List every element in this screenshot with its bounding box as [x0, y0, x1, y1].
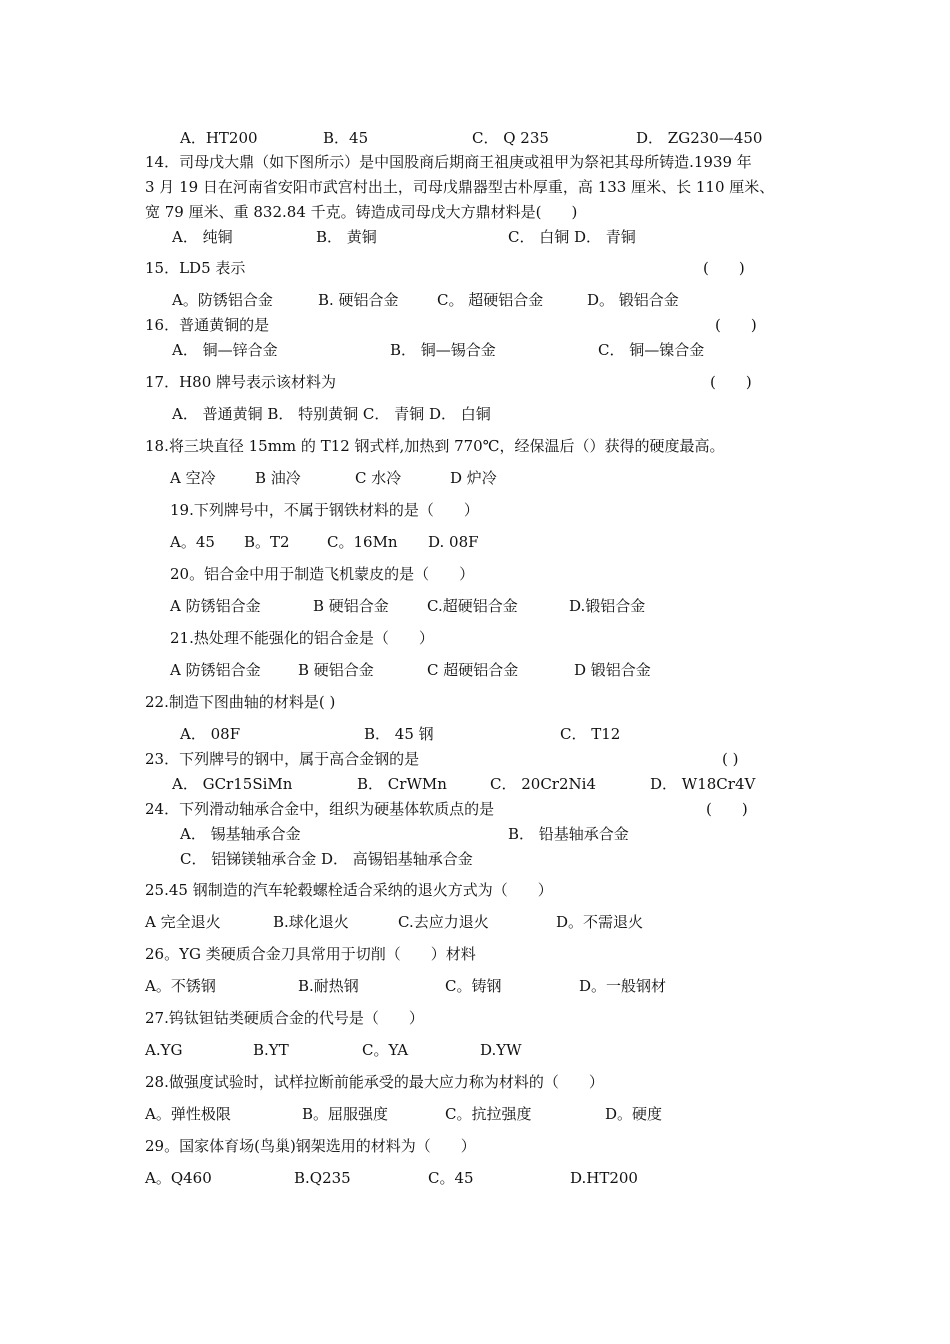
option: C． 20Cr2Ni4 [490, 775, 596, 793]
option: D． ZG230—450 [636, 129, 763, 147]
option: C． 铜—镍合金 [598, 341, 705, 359]
option: B.Q235 [294, 1169, 351, 1187]
option: A.YG [145, 1041, 183, 1059]
option: A。45 [170, 533, 215, 551]
option: D． W18Cr4V [650, 775, 756, 793]
option: A 防锈铝合金 [170, 597, 261, 615]
q16-answer-paren: ( ) [715, 316, 757, 334]
option: D。硬度 [605, 1105, 663, 1123]
option: A． 纯铜 [172, 228, 233, 246]
option: A． 锡基轴承合金 [180, 825, 301, 843]
q17-text: 17．H80 牌号表示该材料为 [145, 373, 337, 391]
option: B 硬铝合金 [313, 597, 389, 615]
option: C。铸钢 [445, 977, 502, 995]
q15-answer-paren: ( ) [703, 259, 745, 277]
option: A 防锈铝合金 [170, 661, 261, 679]
option: B． CrWMn [357, 775, 447, 793]
option: B． 铅基轴承合金 [508, 825, 629, 843]
option: C 水冷 [355, 469, 402, 487]
option: C.超硬铝合金 [427, 597, 518, 615]
option: B 油冷 [255, 469, 301, 487]
option: B． 45 钢 [364, 725, 434, 743]
option: B． 黄铜 [316, 228, 377, 246]
q14-line-2: 3 月 19 日在河南省安阳市武宫村出土，司母戊鼎器型古朴厚重，高 133 厘米、长 110 厘米、 [145, 178, 775, 196]
option: C． 白铜 D． 青铜 [508, 228, 636, 246]
option: A． 08F [180, 725, 241, 743]
q24-text: 24．下列滑动轴承合金中，组织为硬基体软质点的是 [145, 800, 495, 818]
option: C 超硬铝合金 [427, 661, 519, 679]
q17-options: A． 普通黄铜 B． 特别黄铜 C． 青铜 D． 白铜 [172, 405, 491, 423]
option: D.YW [480, 1041, 522, 1059]
option: A。弹性极限 [145, 1105, 231, 1123]
q21-text: 21.热处理不能强化的铝合金是（ ） [170, 629, 434, 647]
option: D。不需退火 [556, 913, 644, 931]
q20-text: 20。铝合金中用于制造飞机蒙皮的是（ ） [170, 565, 475, 583]
option: B. 硬铝合金 [318, 291, 399, 309]
option: B 硬铝合金 [298, 661, 374, 679]
option: C.去应力退火 [398, 913, 489, 931]
option: A。防锈铝合金 [172, 291, 273, 309]
q28-text: 28.做强度试验时，试样拉断前能承受的最大应力称为材料的（ ） [145, 1073, 604, 1091]
q22-text: 22.制造下图曲轴的材料是( ) [145, 693, 336, 711]
q18-text: 18.将三块直径 15mm 的 T12 钢式样,加热到 770℃，经保温后（）获得的硬度最高。 [145, 437, 725, 455]
option: A． GCr15SiMn [172, 775, 293, 793]
q24-answer-paren: ( ) [706, 800, 748, 818]
q17-answer-paren: ( ) [710, 373, 752, 391]
q16-text: 16．普通黄铜的是 [145, 316, 270, 334]
option: B。T2 [244, 533, 290, 551]
option: B.耐热钢 [298, 977, 359, 995]
q23-text: 23．下列牌号的钢中，属于高合金钢的是 [145, 750, 420, 768]
q19-text: 19.下列牌号中，不属于钢铁材料的是（ ） [170, 501, 479, 519]
q29-text: 29。国家体育场(鸟巢)钢架选用的材料为（ ） [145, 1137, 476, 1155]
option: B.球化退火 [273, 913, 349, 931]
option: A。Q460 [145, 1169, 212, 1187]
option: C。抗拉强度 [445, 1105, 532, 1123]
option: D. 08F [428, 533, 479, 551]
q15-text: 15．LD5 表示 [145, 259, 246, 277]
option: D.锻铝合金 [569, 597, 646, 615]
q24-options-row-2: C． 铝锑镁轴承合金 D． 高锡铝基轴承合金 [180, 850, 473, 868]
option: C。45 [428, 1169, 474, 1187]
option: C。16Mn [327, 533, 398, 551]
option: C。 超硬铝合金 [437, 291, 544, 309]
option: B． 铜—锡合金 [390, 341, 496, 359]
option: C． Q 235 [472, 129, 549, 147]
option: D。一般钢材 [579, 977, 667, 995]
option: B.YT [253, 1041, 289, 1059]
q26-text: 26。YG 类硬质合金刀具常用于切削（ ）材料 [145, 945, 476, 963]
option: C． T12 [560, 725, 621, 743]
option: D 炉冷 [450, 469, 497, 487]
option: A 空冷 [170, 469, 216, 487]
option: D。 锻铝合金 [587, 291, 679, 309]
option: A 完全退火 [145, 913, 221, 931]
option: C。YA [362, 1041, 409, 1059]
option: D.HT200 [570, 1169, 638, 1187]
option: B．45 [323, 129, 369, 147]
option: A． 铜—锌合金 [172, 341, 278, 359]
q14-line-1: 14．司母戊大鼎（如下图所示）是中国股商后期商王祖庚或祖甲为祭祀其母所铸造.1939 年 [145, 153, 752, 171]
option: B。屈服强度 [302, 1105, 389, 1123]
q25-text: 25.45 钢制造的汽车轮毂螺栓适合采纳的退火方式为（ ） [145, 881, 553, 899]
q23-answer-paren: ( ) [722, 750, 739, 768]
option: D 锻铝合金 [574, 661, 651, 679]
option: A．HT200 [180, 129, 258, 147]
q14-line-3: 宽 79 厘米、重 832.84 千克。铸造成司母戊大方鼎材料是( ) [145, 203, 578, 221]
option: A。不锈钢 [145, 977, 216, 995]
q27-text: 27.钨钛钽钴类硬质合金的代号是（ ） [145, 1009, 424, 1027]
